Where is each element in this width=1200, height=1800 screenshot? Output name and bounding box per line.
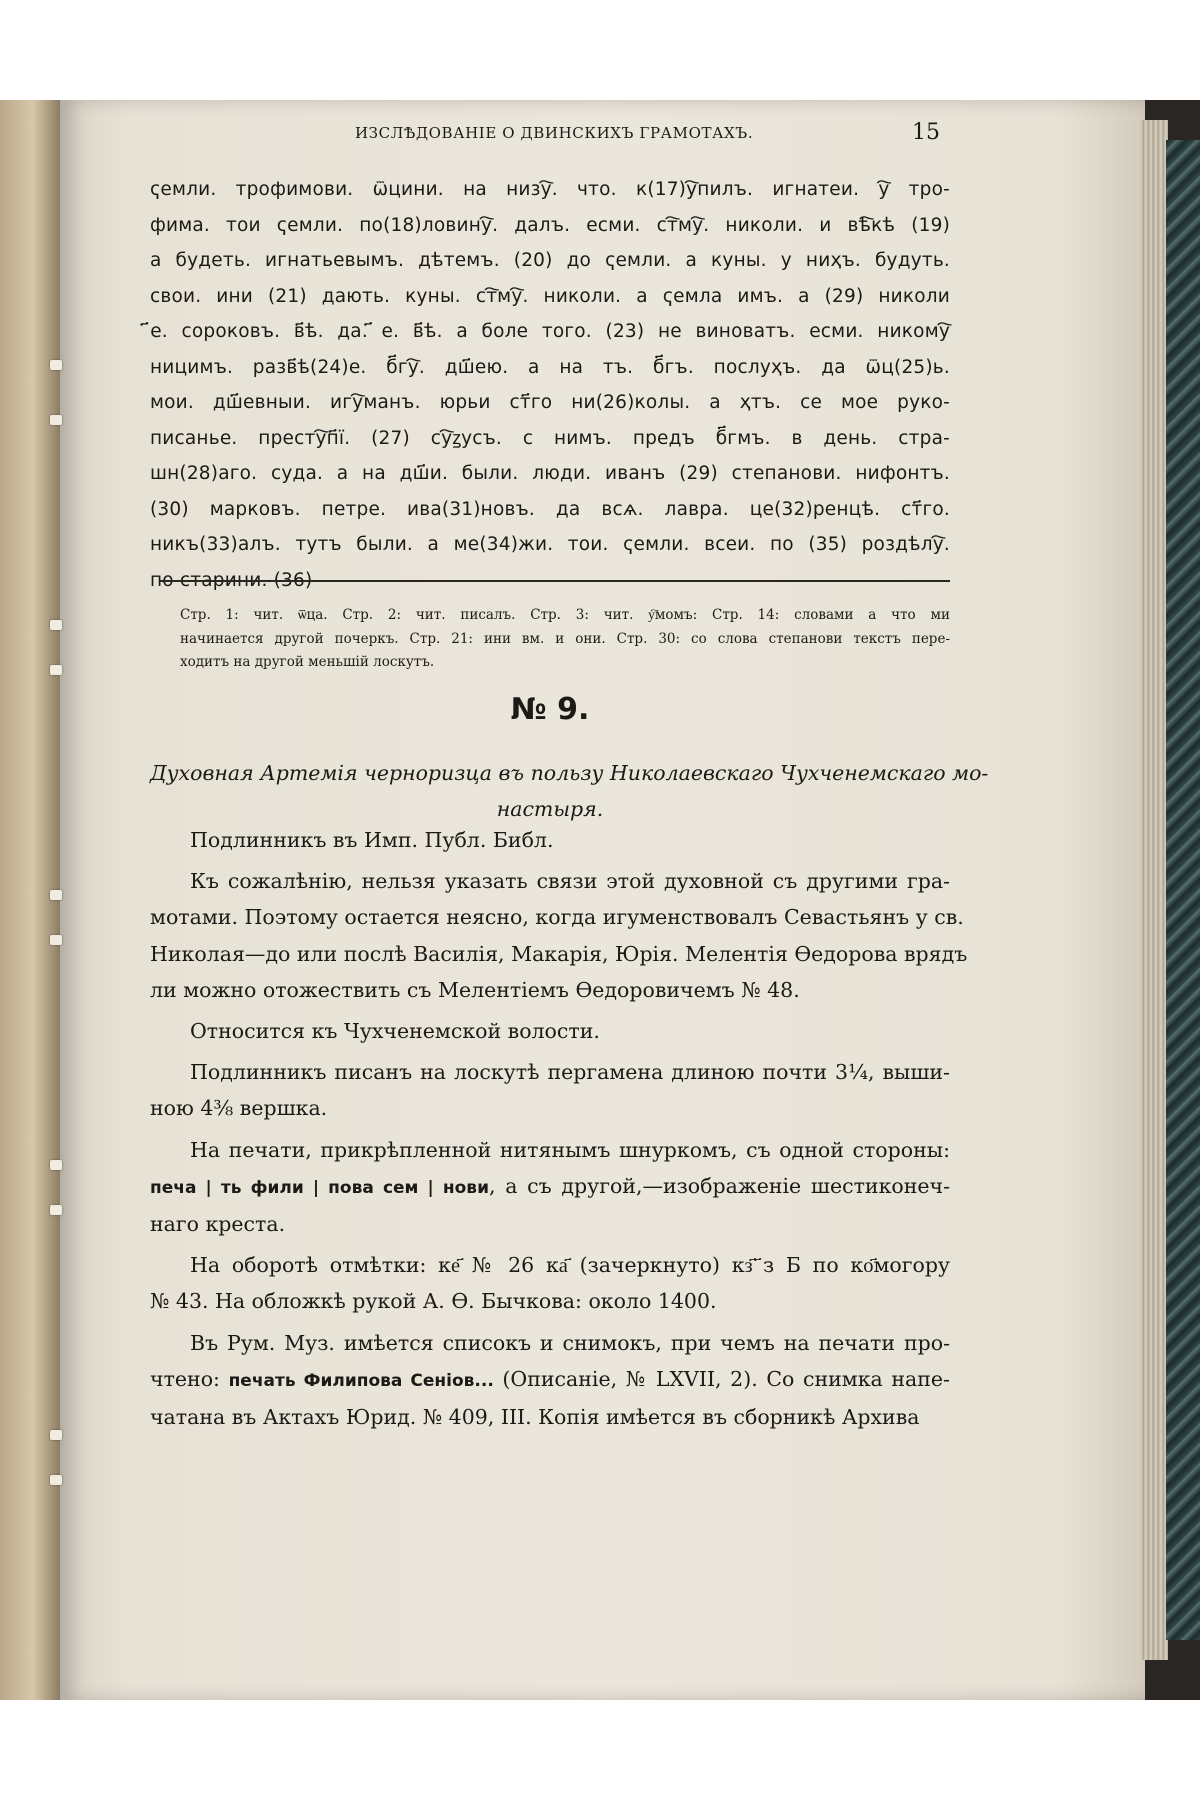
body-line: Подлинникъ писанъ на лоскутѣ пергамена длиною почти 3¼, выши- xyxy=(190,1060,950,1085)
body-line: На печати, прикрѣпленной нитянымъ шнуркомъ, съ одной стороны: xyxy=(190,1137,950,1162)
body-line xyxy=(150,1361,950,1399)
footnote-line: ходитъ на другой меньшій лоскутъ. xyxy=(180,654,435,670)
slavonic-line: свои. ини (21) дають. куны. ст҇му҇. николи. а ҁемла имъ. а (29) николи xyxy=(150,285,950,307)
body-text xyxy=(150,822,968,1440)
slavonic-line: писанье. престу҇п҃ї. (27) су҇ꙁусъ. с нимъ. предъ б҃гмъ. в день. стра- xyxy=(150,427,950,449)
title-line: Духовная Артемія черноризца въ пользу Николаевскаго Чухченемскаго мо- xyxy=(150,761,989,785)
page-edges xyxy=(1140,120,1168,1660)
slavonic-line: по старини. (36) xyxy=(150,569,313,591)
paragraph xyxy=(150,863,968,1008)
binding-stitches xyxy=(50,100,64,1700)
slavonic-line: а будеть. игнатьевымъ. дѣтемъ. (20) до ҁемли. а куны. у ниҳъ. будуть. xyxy=(150,250,950,271)
slavonic-line: (30) марковъ. петре. ива(31)новъ. да всѧ. лавра. це(32)ренцѣ. ст҃го. xyxy=(150,498,950,520)
paragraph xyxy=(150,1013,950,1049)
slavonic-line: мои. дш҃евныи. игу҇манъ. юрьи ст҃го ни(26)колы. а ҳтъ. се мое руко- xyxy=(150,392,950,413)
marbled-cover xyxy=(1166,140,1200,1640)
footnote-divider xyxy=(160,580,950,582)
slavonic-line: фима. тои ҁемли. по(18)ловину҇. далъ. есми. ст҇му҇. николи. и вѣ҇кѣ (19) xyxy=(150,214,950,236)
body-line: ною 4⅜ вершка. xyxy=(150,1096,328,1121)
footnote-line: Стр. 1: чит. ѿца. Стр. 2: чит. писалъ. Стр. 3: чит. у҇момъ: Стр. 14: словами а что ми xyxy=(180,607,950,623)
body-line: Къ сожалѣнію, нельзя указать связи этой духовной съ другими гра- xyxy=(190,869,950,894)
body-line-pre: чтено: xyxy=(150,1366,229,1391)
slavonic-text-block xyxy=(150,172,950,598)
document-title xyxy=(150,755,989,827)
body-line: чатана въ Актахъ Юрид. № 409, III. Копія имѣется въ сборникѣ Архива xyxy=(150,1405,920,1430)
body-line-rest: , а съ другой,—изображеніе шестиконеч- xyxy=(488,1173,950,1198)
body-line-post: (Описаніе, № LXVII, 2). Со снимка напе- xyxy=(493,1366,950,1391)
slavonic-line: шн(28)аго. суда. а на дш҃и. были. люди. иванъ (29) степанови. нифонтъ. xyxy=(150,463,950,484)
body-line: Подлинникъ въ Имп. Публ. Библ. xyxy=(190,828,554,852)
body-line: Въ Рум. Муз. имѣется списокъ и снимокъ, при чемъ на печати про- xyxy=(190,1330,950,1355)
slavonic-line: никъ(33)алъ. тутъ были. а ме(34)жи. тои. ҁемли. всеи. по (35) роздѣлу҇. xyxy=(150,534,950,555)
paragraph xyxy=(150,1247,950,1319)
paragraph xyxy=(150,1132,950,1243)
running-title: ИЗСЛѢДОВАНІЕ О ДВИНСКИХЪ ГРАМОТАХЪ. xyxy=(355,124,754,142)
page-number: 15 xyxy=(912,120,940,145)
seal-text: печа | ть фили | пова сем | нови xyxy=(150,1177,489,1198)
paragraph xyxy=(150,1325,950,1436)
body-line: Николая—до или послѣ Василія, Макарія, Юрія. Мелентія Өедорова врядъ xyxy=(150,941,968,966)
body-line: наго креста. xyxy=(150,1212,286,1237)
body-line: № 43. На обложкѣ рукой А. Ө. Бычкова: около 1400. xyxy=(150,1289,717,1314)
paragraph xyxy=(150,1054,950,1126)
slavonic-line: ҁемли. трофимови. ѿцини. на низу҇. что. к(17)у҇пилъ. игнатеи. у҇ тро- xyxy=(150,179,950,200)
body-line: ли можно отожествить съ Мелентіемъ Өедоровичемъ № 48. xyxy=(150,977,800,1002)
title-line: настыря. xyxy=(496,797,604,821)
seal-reading: печать Филипова Сенiов... xyxy=(228,1370,494,1391)
body-line: Относится къ Чухченемской волости. xyxy=(190,1019,600,1044)
slavonic-line: ҃е. сороковъ. в҃ѣ. да. ҃е. в҃ѣ. а боле того. (23) не виноватъ. есми. никому҇ xyxy=(150,321,950,342)
body-line: мотами. Поэтому остается неясно, когда игуменствовалъ Севастьянъ у св. xyxy=(150,905,964,930)
paragraph xyxy=(150,822,950,858)
body-line xyxy=(150,1168,950,1206)
document-number: № 9. xyxy=(510,692,590,727)
footnotes xyxy=(180,604,950,675)
running-head xyxy=(150,120,950,150)
footnote-line: начинается другой почеркъ. Стр. 21: ини вм. и они. Стр. 30: со слова степанови текстъ пере- xyxy=(180,630,950,647)
slavonic-line: ницимъ. разв҃ѣ(24)е. б҃гу҇. дш҃ею. а на тъ. б҃гъ. послуҳъ. да ѿц(25)ь. xyxy=(150,356,950,378)
body-line: На оборотѣ отмѣтки: ке҃ № 26 ка҃ (зачеркнуто) кз҃ ҃з Б по ко҃могору xyxy=(190,1253,950,1278)
